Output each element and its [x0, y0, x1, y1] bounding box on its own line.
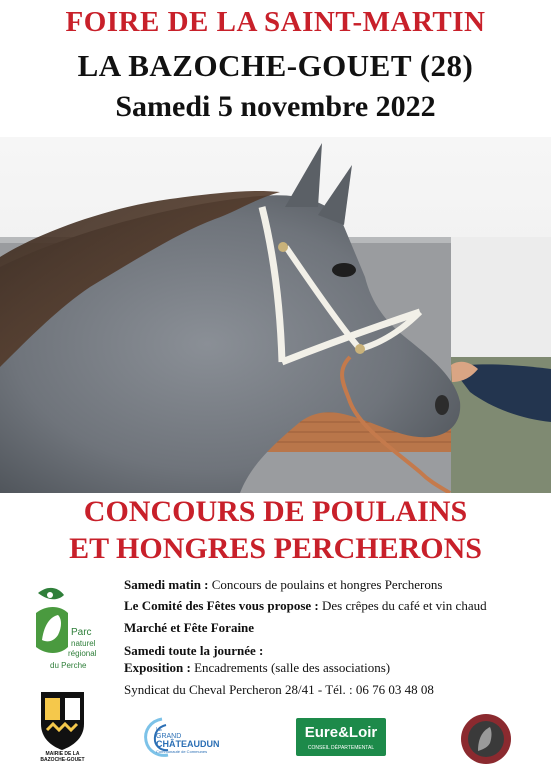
grand-text-4: Communauté de Communes — [156, 749, 208, 754]
eure-subtext: CONSEIL DÉPARTEMENTAL — [307, 745, 375, 751]
parc-perche-logo — [28, 585, 108, 680]
grand-text-1: LE — [156, 727, 163, 733]
program-syndicat: Syndicat du Cheval Percheron 28/41 - Tél. : 06 76 03 48 08 — [124, 681, 434, 697]
program-exposition: Exposition : Encadrements (salle des associations) — [124, 660, 391, 676]
program-comite: Le Comité des Fêtes vous propose : Des crêpes du café et vin chaud — [124, 597, 487, 613]
contest-title-line1: CONCOURS DE POULAINS — [83, 495, 468, 528]
eure-text: Eure&Loir — [304, 724, 378, 741]
mairie-text-2: BAZOCHE-GOUET — [40, 756, 85, 763]
mairie-text-1: MAIRIE DE LA — [45, 751, 80, 757]
grand-chateaudun-logo — [142, 715, 242, 760]
event-date: Samedi 5 novembre 2022 — [115, 90, 436, 123]
program-info — [124, 576, 549, 698]
program-matin: Samedi matin : Concours de poulains et hongres Percherons — [124, 577, 443, 592]
program-journee: Samedi toute la journée : — [124, 642, 264, 658]
parc-text-2: naturel — [71, 639, 96, 648]
contest-title-line2: ET HONGRES PERCHERONS — [69, 532, 482, 565]
eure-et-loir-logo — [296, 718, 386, 756]
mairie-logo — [35, 690, 90, 762]
grand-text-3: CHÂTEAUDUN — [156, 739, 220, 749]
parc-text-1: Parc — [71, 627, 92, 638]
grand-text-2: GRAND — [156, 733, 182, 740]
program-marche: Marché et Fête Foraine — [124, 620, 255, 636]
event-title: FOIRE DE LA SAINT-MARTIN — [65, 6, 486, 38]
parc-text-4: du Perche — [50, 661, 87, 670]
horse-photo — [0, 137, 551, 493]
syndicat-percheron-logo — [458, 713, 514, 769]
parc-text-3: régional — [68, 649, 97, 658]
event-location: LA BAZOCHE-GOUET (28) — [77, 48, 474, 83]
